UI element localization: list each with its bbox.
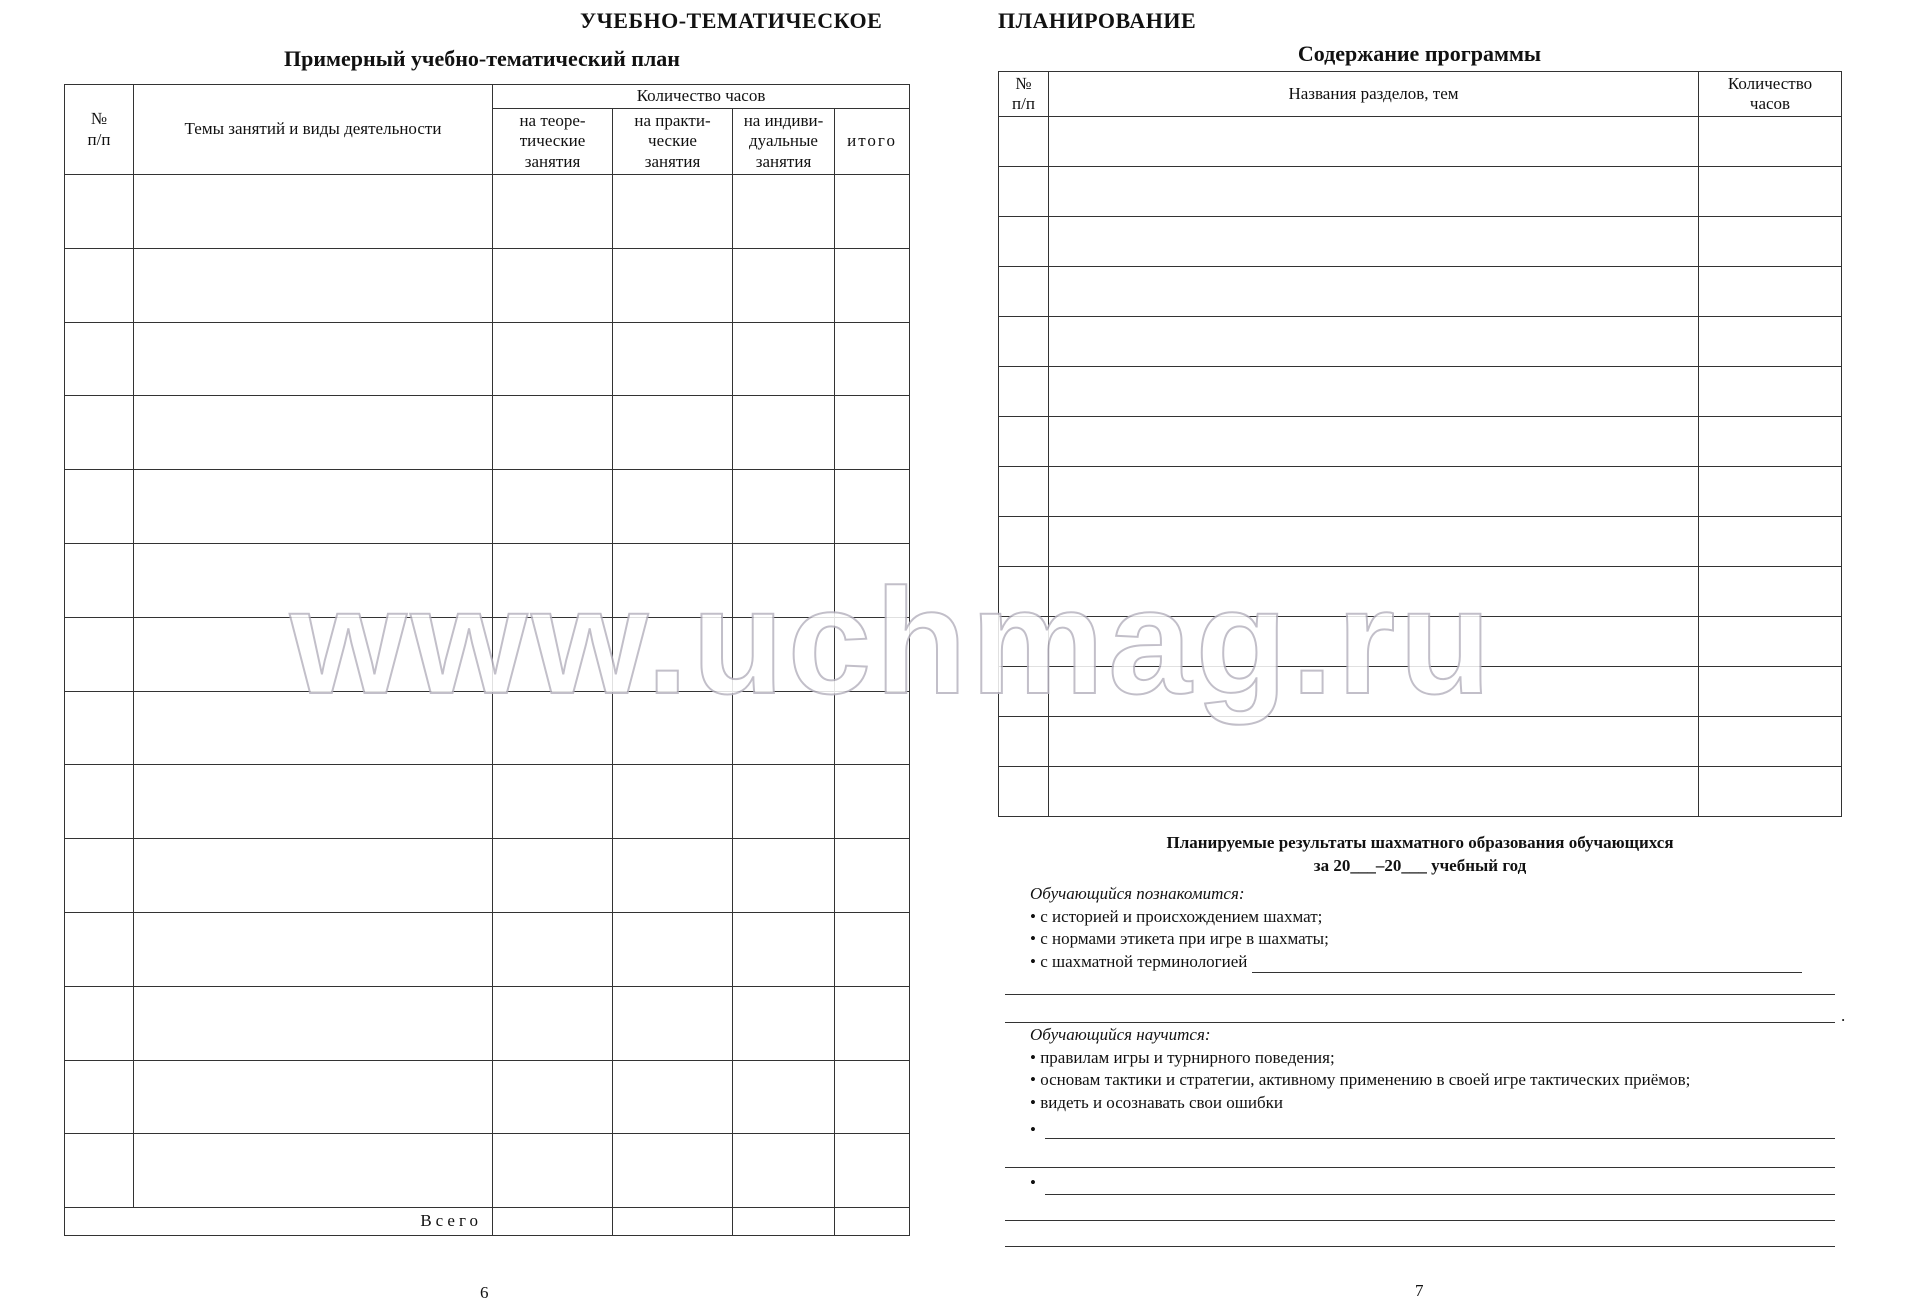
- left-page-number: 6: [480, 1283, 489, 1302]
- table-row: [999, 567, 1842, 617]
- cell-practice[interactable]: [613, 322, 733, 396]
- cell-name[interactable]: [1049, 667, 1699, 717]
- cell-practice[interactable]: [613, 617, 733, 691]
- cell-total[interactable]: [835, 986, 910, 1060]
- cell-topic[interactable]: [134, 1134, 493, 1208]
- cell-practice[interactable]: [613, 765, 733, 839]
- cell-num[interactable]: [65, 1060, 134, 1134]
- table-row: [999, 667, 1842, 717]
- cell-topic[interactable]: [134, 765, 493, 839]
- table-row: [999, 217, 1842, 267]
- cell-hours[interactable]: [1699, 417, 1842, 467]
- cell-total[interactable]: [835, 1134, 910, 1208]
- cell-topic[interactable]: [134, 912, 493, 986]
- cell-num[interactable]: [999, 267, 1049, 317]
- line-end-period: .: [1841, 1006, 1846, 1025]
- cell-num[interactable]: [999, 667, 1049, 717]
- cell-individual[interactable]: [733, 912, 835, 986]
- cell-hours[interactable]: [1699, 567, 1842, 617]
- cell-practice[interactable]: [613, 912, 733, 986]
- curriculum-plan-table: [64, 84, 910, 1236]
- list-item: • с шахматной терминологией: [1030, 951, 1840, 974]
- list-item: • с историей и происхождением шахмат;: [1030, 906, 1323, 926]
- cell-theory[interactable]: [493, 396, 613, 470]
- cell-topic[interactable]: [134, 691, 493, 765]
- cell-individual[interactable]: [733, 1134, 835, 1208]
- table-row: [65, 617, 910, 691]
- cell-total[interactable]: [835, 617, 910, 691]
- cell-individual[interactable]: [733, 617, 835, 691]
- cell-practice[interactable]: [613, 396, 733, 470]
- cell-practice[interactable]: [613, 543, 733, 617]
- cell-individual[interactable]: [733, 248, 835, 322]
- cell-hours[interactable]: [1699, 767, 1842, 817]
- table-row: [999, 517, 1842, 567]
- planned-results-section: [1000, 832, 1840, 973]
- cell-num[interactable]: [999, 217, 1049, 267]
- table-row: [65, 1060, 910, 1134]
- table-row: [999, 267, 1842, 317]
- cell-individual[interactable]: [733, 1060, 835, 1134]
- left-page-title: Примерный учебно-тематический план: [284, 46, 680, 71]
- cell-num[interactable]: [65, 839, 134, 913]
- cell-num[interactable]: [999, 617, 1049, 667]
- fill-in-line[interactable]: [1005, 1167, 1835, 1168]
- col-total-header: итого: [835, 109, 910, 175]
- results-title: Планируемые результаты шахматного образования обучающихся: [1166, 833, 1674, 852]
- cell-name[interactable]: [1049, 317, 1699, 367]
- cell-hours[interactable]: [1699, 167, 1842, 217]
- bullet: •: [1030, 1120, 1036, 1139]
- results-year: за 20___–20___ учебный год: [1313, 855, 1527, 875]
- cell-topic[interactable]: [134, 543, 493, 617]
- table-row: [65, 470, 910, 544]
- total-individual-cell[interactable]: [733, 1208, 835, 1236]
- cell-individual[interactable]: [733, 396, 835, 470]
- cell-theory[interactable]: [493, 986, 613, 1060]
- cell-num[interactable]: [999, 417, 1049, 467]
- cell-total[interactable]: [835, 322, 910, 396]
- cell-num[interactable]: [999, 767, 1049, 817]
- cell-topic[interactable]: [134, 839, 493, 913]
- cell-num[interactable]: [65, 470, 134, 544]
- right-page-title: Содержание программы: [1297, 41, 1542, 66]
- cell-individual[interactable]: [733, 765, 835, 839]
- col-num-header: № п/п: [999, 72, 1049, 117]
- cell-hours[interactable]: [1699, 517, 1842, 567]
- cell-individual[interactable]: [733, 543, 835, 617]
- cell-total[interactable]: [835, 248, 910, 322]
- table-row: [999, 717, 1842, 767]
- cell-total[interactable]: [835, 1060, 910, 1134]
- cell-name[interactable]: [1049, 517, 1699, 567]
- cell-num[interactable]: [999, 167, 1049, 217]
- cell-theory[interactable]: [493, 912, 613, 986]
- table-row: [65, 248, 910, 322]
- left-page-header: УЧЕБНО-ТЕМАТИЧЕСКОЕ: [580, 8, 883, 33]
- cell-num[interactable]: [65, 543, 134, 617]
- table-row: [999, 117, 1842, 167]
- cell-num[interactable]: [999, 567, 1049, 617]
- fill-in-line[interactable]: [1005, 1022, 1835, 1023]
- cell-theory[interactable]: [493, 691, 613, 765]
- cell-practice[interactable]: [613, 1060, 733, 1134]
- cell-hours[interactable]: [1699, 317, 1842, 367]
- cell-num[interactable]: [999, 517, 1049, 567]
- cell-practice[interactable]: [613, 248, 733, 322]
- cell-topic[interactable]: [134, 396, 493, 470]
- cell-num[interactable]: [999, 117, 1049, 167]
- fill-in-line[interactable]: [1005, 1220, 1835, 1221]
- program-content-table: [998, 71, 1842, 817]
- col-hours-group-header: Количество часов: [493, 85, 910, 109]
- cell-total[interactable]: [835, 175, 910, 249]
- cell-hours[interactable]: [1699, 617, 1842, 667]
- cell-num[interactable]: [65, 912, 134, 986]
- cell-practice[interactable]: [613, 1134, 733, 1208]
- cell-name[interactable]: [1049, 217, 1699, 267]
- table-row: [65, 765, 910, 839]
- cell-theory[interactable]: [493, 470, 613, 544]
- cell-theory[interactable]: [493, 617, 613, 691]
- list-item: • правилам игры и турнирного поведения;: [1030, 1047, 1335, 1067]
- cell-topic[interactable]: [134, 986, 493, 1060]
- cell-num[interactable]: [999, 317, 1049, 367]
- col-num-header: № п/п: [65, 85, 134, 175]
- cell-name[interactable]: [1049, 567, 1699, 617]
- table-row: [65, 175, 910, 249]
- right-page-number: 7: [1415, 1281, 1424, 1300]
- cell-theory[interactable]: [493, 839, 613, 913]
- cell-practice[interactable]: [613, 839, 733, 913]
- cell-num[interactable]: [999, 467, 1049, 517]
- cell-practice[interactable]: [613, 986, 733, 1060]
- cell-name[interactable]: [1049, 617, 1699, 667]
- table-row: [999, 617, 1842, 667]
- cell-topic[interactable]: [134, 322, 493, 396]
- total-total-cell[interactable]: [835, 1208, 910, 1236]
- will-learn-section: [1030, 1024, 1840, 1114]
- cell-theory[interactable]: [493, 322, 613, 396]
- cell-total[interactable]: [835, 470, 910, 544]
- cell-num[interactable]: [999, 367, 1049, 417]
- table-row: [999, 767, 1842, 817]
- table-row: [65, 1134, 910, 1208]
- cell-total[interactable]: [835, 691, 910, 765]
- cell-num[interactable]: [65, 765, 134, 839]
- cell-name[interactable]: [1049, 117, 1699, 167]
- cell-practice[interactable]: [613, 470, 733, 544]
- total-theory-cell[interactable]: [493, 1208, 613, 1236]
- total-row-label: Всего: [65, 1208, 493, 1236]
- cell-topic[interactable]: [134, 175, 493, 249]
- fill-in-line[interactable]: [1005, 1246, 1835, 1247]
- cell-num[interactable]: [65, 175, 134, 249]
- cell-individual[interactable]: [733, 470, 835, 544]
- cell-hours[interactable]: [1699, 367, 1842, 417]
- cell-total[interactable]: [835, 912, 910, 986]
- cell-num[interactable]: [65, 617, 134, 691]
- cell-hours[interactable]: [1699, 467, 1842, 517]
- cell-num[interactable]: [999, 717, 1049, 767]
- cell-num[interactable]: [65, 396, 134, 470]
- cell-num[interactable]: [65, 986, 134, 1060]
- cell-theory[interactable]: [493, 1060, 613, 1134]
- col-theory-header: на теоре- тические занятия: [493, 109, 613, 175]
- cell-name[interactable]: [1049, 267, 1699, 317]
- cell-name[interactable]: [1049, 467, 1699, 517]
- right-page-header: ПЛАНИРОВАНИЕ: [998, 8, 1197, 33]
- list-item: • с нормами этикета при игре в шахматы;: [1030, 929, 1329, 948]
- cell-hours[interactable]: [1699, 717, 1842, 767]
- col-hours-header: Количество часов: [1699, 72, 1842, 117]
- list-item: • основам тактики и стратегии, активному применению в своей игре тактических приёмов;: [1030, 1070, 1691, 1089]
- cell-name[interactable]: [1049, 167, 1699, 217]
- cell-topic[interactable]: [134, 1060, 493, 1134]
- cell-theory[interactable]: [493, 765, 613, 839]
- cell-individual[interactable]: [733, 986, 835, 1060]
- cell-individual[interactable]: [733, 175, 835, 249]
- cell-name[interactable]: [1049, 767, 1699, 817]
- will-learn-heading: Обучающийся научится:: [1030, 1025, 1211, 1044]
- table-row: [65, 691, 910, 765]
- cell-topic[interactable]: [134, 248, 493, 322]
- table-row: [65, 322, 910, 396]
- cell-individual[interactable]: [733, 691, 835, 765]
- table-row: [65, 543, 910, 617]
- watermark: www.uchmag.ru: [290, 557, 1495, 725]
- table-row: [999, 367, 1842, 417]
- cell-total[interactable]: [835, 543, 910, 617]
- cell-name[interactable]: [1049, 417, 1699, 467]
- cell-hours[interactable]: [1699, 267, 1842, 317]
- cell-theory[interactable]: [493, 175, 613, 249]
- cell-num[interactable]: [65, 322, 134, 396]
- col-practice-header: на практи- ческие занятия: [613, 109, 733, 175]
- col-topics-header: Темы занятий и виды деятельности: [134, 85, 493, 175]
- cell-num[interactable]: [65, 248, 134, 322]
- cell-topic[interactable]: [134, 470, 493, 544]
- table-row: [999, 317, 1842, 367]
- table-row: [65, 396, 910, 470]
- table-row: [65, 986, 910, 1060]
- fill-in-line[interactable]: [1005, 994, 1835, 995]
- col-individual-header: на индиви- дуальные занятия: [733, 109, 835, 175]
- cell-theory[interactable]: [493, 1134, 613, 1208]
- cell-num[interactable]: [65, 1134, 134, 1208]
- cell-name[interactable]: [1049, 717, 1699, 767]
- table-row: [65, 839, 910, 913]
- cell-total[interactable]: [835, 765, 910, 839]
- list-item: • видеть и осознавать свои ошибки: [1030, 1092, 1283, 1112]
- fill-in-line[interactable]: [1045, 1194, 1835, 1195]
- col-names-header: Названия разделов, тем: [1049, 72, 1699, 117]
- cell-hours[interactable]: [1699, 117, 1842, 167]
- cell-hours[interactable]: [1699, 217, 1842, 267]
- cell-individual[interactable]: [733, 839, 835, 913]
- cell-hours[interactable]: [1699, 667, 1842, 717]
- table-row: [999, 417, 1842, 467]
- cell-practice[interactable]: [613, 691, 733, 765]
- fill-in-line[interactable]: [1045, 1138, 1835, 1139]
- cell-num[interactable]: [65, 691, 134, 765]
- cell-total[interactable]: [835, 839, 910, 913]
- will-learn-about-heading: Обучающийся познакомится:: [1030, 884, 1245, 903]
- table-row: [65, 912, 910, 986]
- cell-name[interactable]: [1049, 367, 1699, 417]
- cell-practice[interactable]: [613, 175, 733, 249]
- cell-topic[interactable]: [134, 617, 493, 691]
- bullet: •: [1030, 1173, 1036, 1192]
- cell-theory[interactable]: [493, 543, 613, 617]
- cell-theory[interactable]: [493, 248, 613, 322]
- fill-in-line[interactable]: [1252, 954, 1802, 973]
- cell-total[interactable]: [835, 396, 910, 470]
- table-row: [999, 167, 1842, 217]
- cell-individual[interactable]: [733, 322, 835, 396]
- total-practice-cell[interactable]: [613, 1208, 733, 1236]
- table-row: [999, 467, 1842, 517]
